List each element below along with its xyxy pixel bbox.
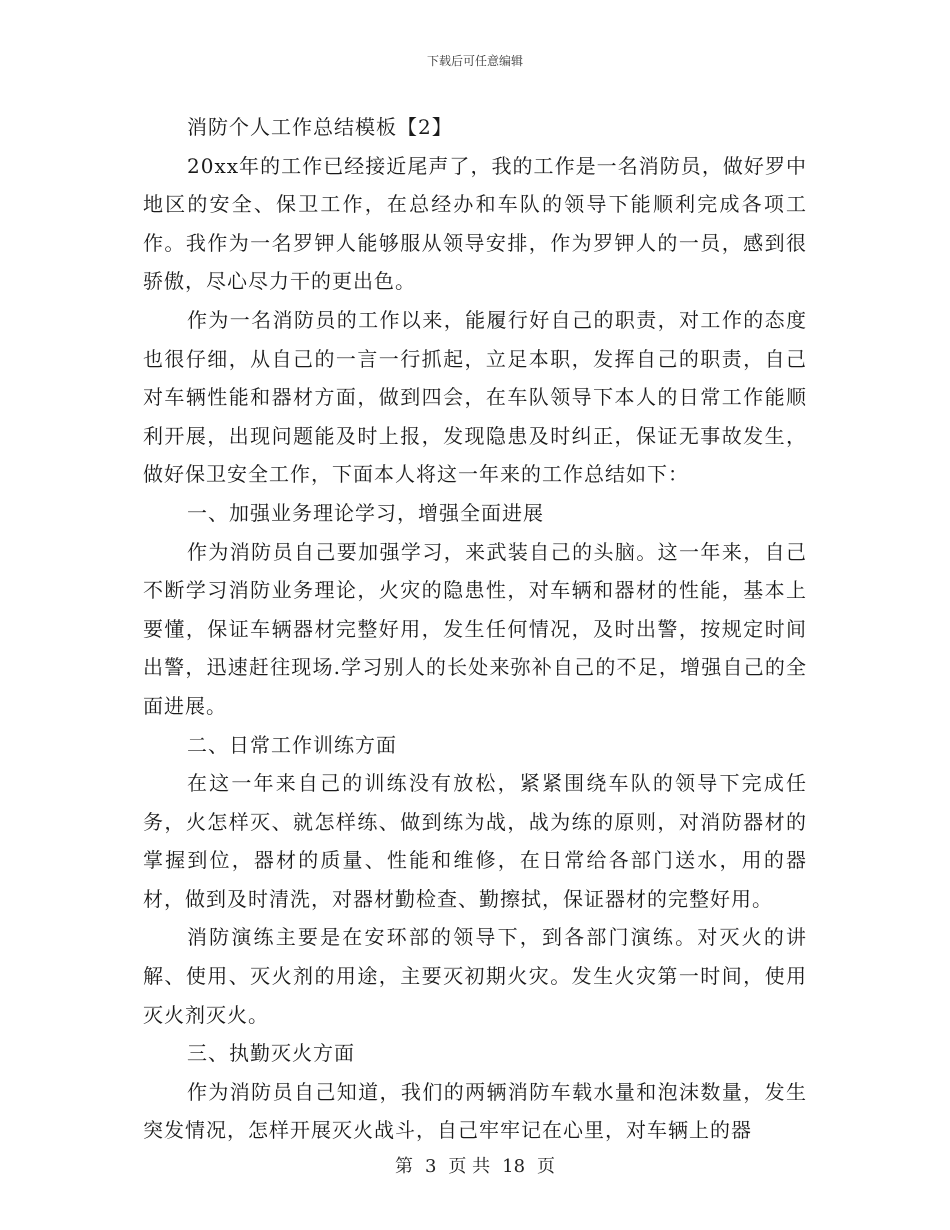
- footer-prefix: 第: [394, 1156, 413, 1177]
- footer-total-pages: 18: [502, 1156, 526, 1177]
- footer-page-number: 3: [424, 1156, 437, 1177]
- paragraph-intro: 20xx年的工作已经接近尾声了，我的工作是一名消防员，做好罗中地区的安全、保卫工作，在总经办和车队的领导下能顺利完成各项工作。我作为一名罗钾人能够服从领导安排，作为罗钾人的一员，感到很骄傲，尽心尽力干的更出色。: [143, 153, 807, 294]
- footer-suffix: 页: [537, 1156, 556, 1177]
- paragraph-study: 作为消防员自己要加强学习，来武装自己的头脑。这一年来，自己不断学习消防业务理论，火灾的隐患性，对车辆和器材的性能，基本上要懂，保证车辆器材完整好用，发生任何情况，及时出警，按规定时间出警，迅速赶往现场.学习别人的长处来弥补自己的不足，增强自己的全面进展。: [143, 539, 807, 718]
- paragraph-firefighting: 作为消防员自己知道，我们的两辆消防车载水量和泡沫数量，发生突发情况，怎样开展灭火战斗，自己牢牢记在心里，对车辆上的器: [143, 1079, 807, 1143]
- paragraph-training: 在这一年来自己的训练没有放松，紧紧围绕车队的领导下完成任务，火怎样灭、就怎样练、做到练为战，战为练的原则，对消防器材的掌握到位，器材的质量、性能和维修，在日常给各部门送水，用的器材，做到及时清洗，对器材勤检查、勤擦拭，保证器材的完整好用。: [143, 771, 807, 911]
- paragraph-duties: 作为一名消防员的工作以来，能履行好自己的职责，对工作的态度也很仔细，从自己的一言一行抓起，立足本职，发挥自己的职责，自己对车辆性能和器材方面，做到四会，在车队领导下本人的日常工作能顺利开展，出现问题能及时上报，发现隐患及时纠正，保证无事故发生，做好保卫安全工作，下面本人将这一年来的工作总结如下：: [143, 307, 807, 487]
- section-heading-1: 一、加强业务理论学习，增强全面进展: [187, 500, 544, 525]
- document-title: 消防个人工作总结模板【2】: [187, 115, 453, 139]
- section-heading-3: 三、执勤灭火方面: [187, 1041, 355, 1066]
- paragraph-drill: 消防演练主要是在安环部的领导下，到各部门演练。对灭火的讲解、使用、灭火剂的用途，主要灭初期火灾。发生火灾第一时间，使用灭火剂灭火。: [143, 925, 807, 1027]
- header-note: 下载后可任意编辑: [426, 54, 523, 68]
- document-body: [143, 108, 807, 1150]
- page-footer: [0, 1152, 950, 1178]
- footer-mid: 页 共: [448, 1156, 491, 1177]
- section-heading-2: 二、日常工作训练方面: [187, 732, 397, 757]
